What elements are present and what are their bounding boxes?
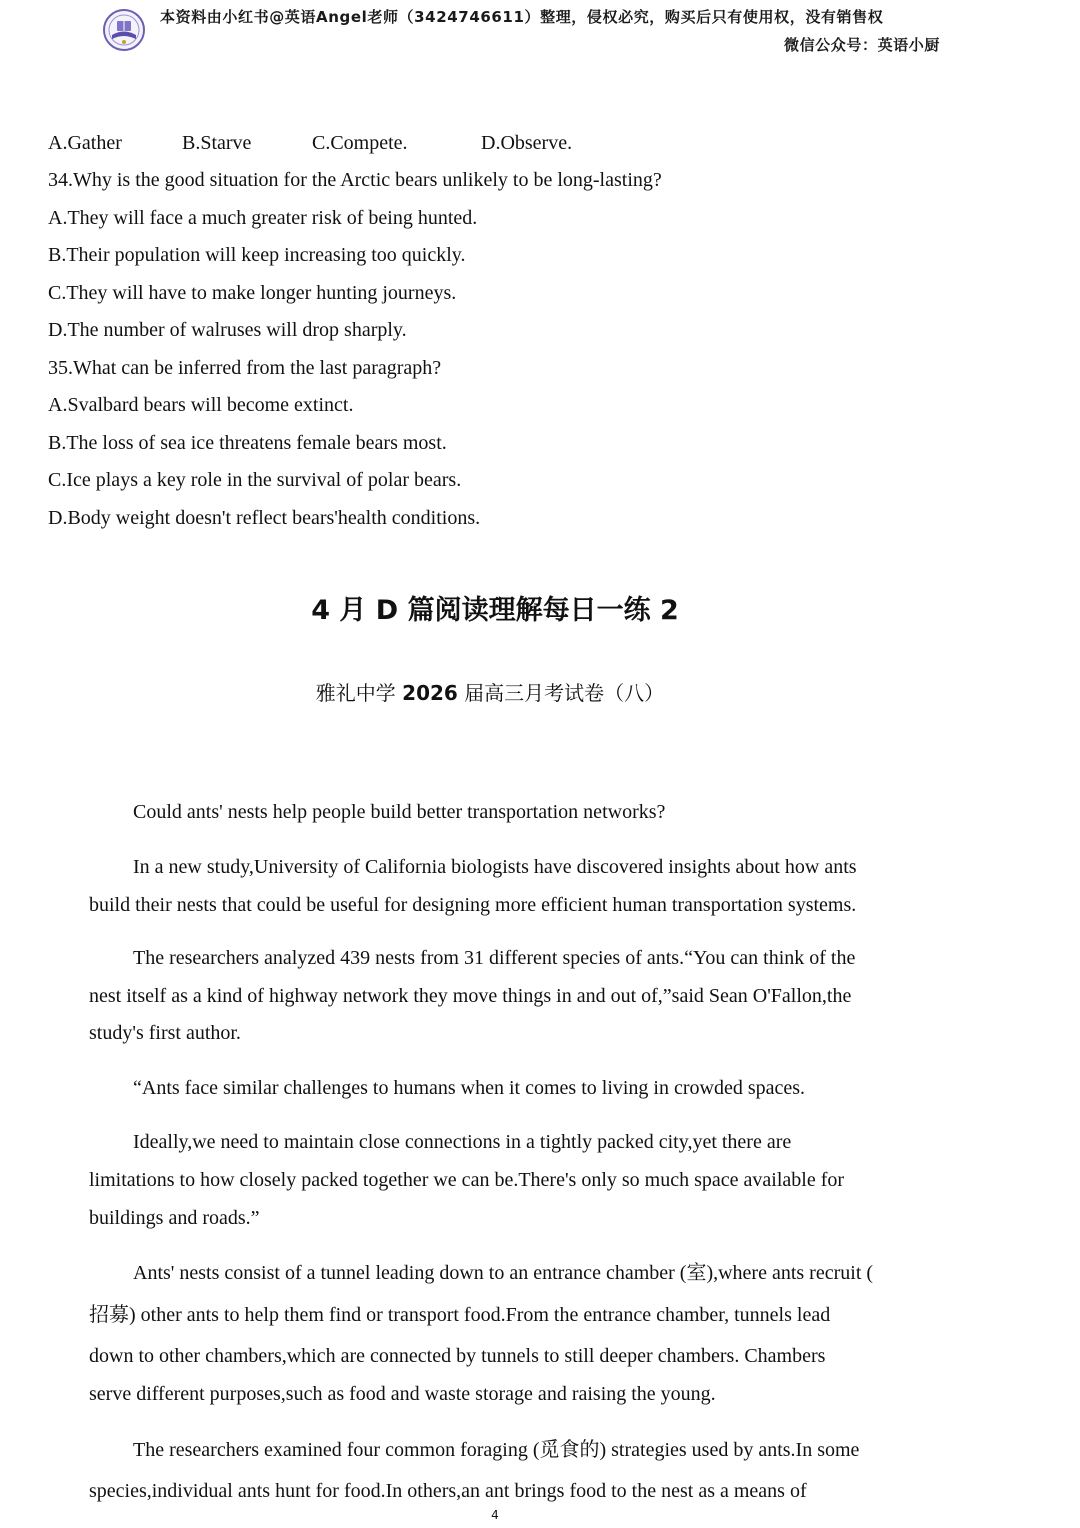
exam-title-rest: 届高三月考试卷（八） [457,681,665,705]
q34-option-c: C.They will have to make longer hunting journeys. [48,282,457,304]
passage-p7-line1: The researchers examined four common foraging (觅食的) strategies used by ants.In some [133,1439,860,1461]
q33-option-d: D.Observe. [481,132,573,154]
passage-p4-line1: “Ants face similar challenges to humans when it comes to living in crowded spaces. [133,1077,806,1099]
q34-stem: 34.Why is the good situation for the Arctic bears unlikely to be long-lasting? [48,169,662,191]
passage-p5-line2: limitations to how closely packed together we can be.There's only so much space available for [89,1169,845,1191]
passage-p6-line2: 招募) other ants to help them find or transport food.From the entrance chamber, tunnels lead [89,1304,831,1326]
passage-p6-line1: Ants' nests consist of a tunnel leading down to an entrance chamber (室),where ants recruit ( [133,1262,874,1284]
passage-p5-line3: buildings and roads.” [89,1207,260,1229]
q34-option-d: D.The number of walruses will drop sharply. [48,319,407,341]
header-wechat-account: 微信公众号：英语小厨 [783,36,940,54]
q33-option-b: B.Starve [182,132,252,154]
page-number: 4 [491,1508,499,1522]
q34-option-a: A.They will face a much greater risk of being hunted. [48,207,478,229]
passage-p3-line1: The researchers analyzed 439 nests from 31 different species of ants.“You can think of the [133,947,856,969]
passage-p3-line3: study's first author. [89,1022,241,1044]
passage-p6-line3: down to other chambers,which are connected by tunnels to still deeper chambers. Chambers [89,1345,826,1367]
header-copyright-notice: 本资料由小红书@英语Angel老师（3424746611）整理，侵权必究，购买后只有使用权，没有销售权 [160,8,884,26]
passage-p7-line2: species,individual ants hunt for food.In others,an ant brings food to the nest as a means of [89,1480,807,1502]
q33-option-c: C.Compete. [312,132,408,154]
passage-p5-line1: Ideally,we need to maintain close connections in a tightly packed city,yet there are [133,1131,792,1153]
publisher-logo-icon [100,8,148,52]
passage-p1-line1: Could ants' nests help people build better transportation networks? [133,801,666,823]
q33-option-a: A.Gather [48,132,122,154]
q35-stem: 35.What can be inferred from the last paragraph? [48,357,442,379]
q34-option-b: B.Their population will keep increasing too quickly. [48,244,466,266]
q35-option-c: C.Ice plays a key role in the survival of polar bears. [48,469,462,491]
q35-option-d: D.Body weight doesn't reflect bears'health conditions. [48,507,481,529]
q35-option-b: B.The loss of sea ice threatens female bears most. [48,432,447,454]
passage-p2-line1: In a new study,University of California biologists have discovered insights about how ants [133,856,857,878]
passage-p2-line2: build their nests that could be useful for designing more efficient human transportation systems. [89,894,857,916]
exam-title [0,677,980,706]
q35-option-a: A.Svalbard bears will become extinct. [48,394,354,416]
passage-p3-line2: nest itself as a kind of highway network they move things in and out of,”said Sean O'Fallon,the [89,985,852,1007]
section-title: 4 月 D 篇阅读理解每日一练 2 [311,595,679,626]
passage-p6-line4: serve different purposes,such as food and waste storage and raising the young. [89,1383,716,1405]
exam-title-year: 2026 [402,681,458,705]
exam-title-school: 雅礼中学 [315,681,403,705]
